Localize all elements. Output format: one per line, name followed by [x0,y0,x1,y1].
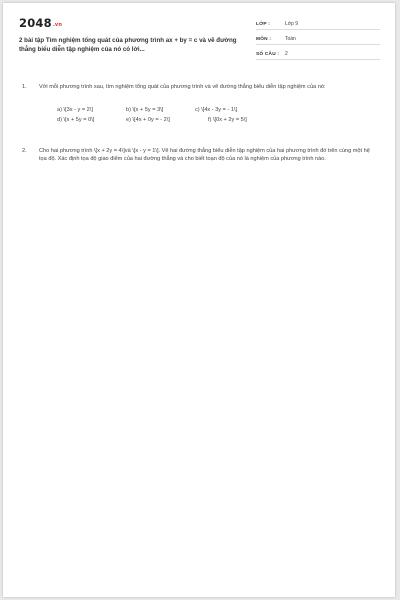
option-b: b) \[x + 5y = 3\] [126,107,164,113]
meta-row-grade [256,17,380,30]
meta-value: Lớp 9 [285,21,299,27]
meta-label: MÔN : [256,37,272,42]
option-a: a) \[3x - y = 2\] [57,107,93,113]
question-number: 2. [22,148,27,154]
question-text: Với mỗi phương trình sau, tìm nghiệm tổng quát của phương trình và vẽ đường thẳng biểu diễn tập nghiệm của nó: [39,84,326,90]
option-f: f) \[0x + 2y = 5\] [208,117,247,123]
document-page [3,3,395,597]
worksheet-title: 2 bài tập Tìm nghiệm tổng quát của phương trình ax + by = c và vẽ đường thẳng biểu diễn tập nghiệm của nó có lời... [19,37,237,53]
meta-row-subject [256,32,380,45]
site-logo[interactable] [19,16,62,30]
option-d: d) \[x + 5y = 0\] [57,117,95,123]
option-c: c) \[4x - 3y = - 1\] [195,107,238,113]
meta-value: Toán [285,36,296,42]
meta-row-question-count [256,47,380,60]
document-header [3,3,395,73]
logo-suffix: .vn [52,22,63,28]
option-e: e) \[4x + 0y = - 2\] [126,117,170,123]
meta-value: 2 [285,51,288,57]
logo-text: 2048 [19,16,52,30]
meta-label: LỚP : [256,22,271,27]
meta-label: SỐ CÂU : [256,52,280,57]
question-text: Cho hai phương trình \[x + 2y = 4\]và \[x - y = 1\]. Vẽ hai đường thẳng biểu diễn tập nghiệm của hai phương trình đó trên cùng một hệ tọa độ. Xác định tọa độ giao điểm của hai đường thẳng và cho biết toạn độ của nó là nghiệm của phương trình nào. [39,148,370,163]
question-number: 1. [22,84,27,90]
